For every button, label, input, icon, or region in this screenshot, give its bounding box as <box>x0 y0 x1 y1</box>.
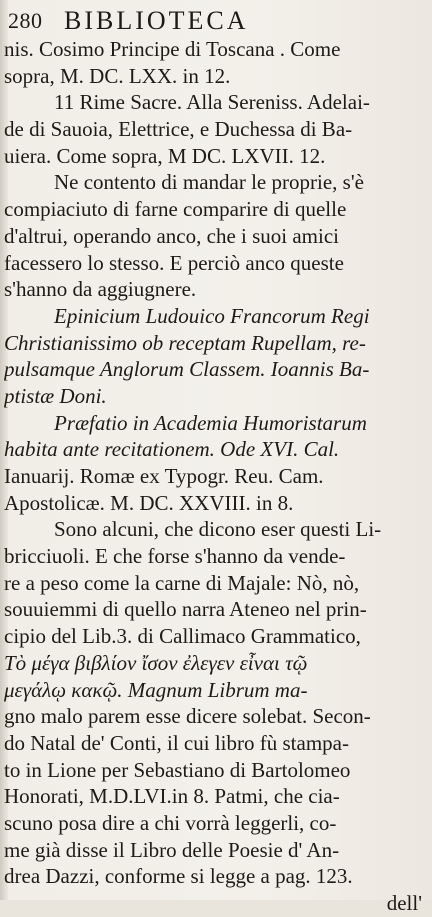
text-line: Epinicium Ludouico Francorum Regi <box>54 303 370 328</box>
text-line: re a peso come la carne di Majale: Nò, nò, <box>4 570 360 595</box>
text-line: Ianuarij. Romæ ex Typogr. Reu. Cam. <box>4 464 324 488</box>
text-line: gno malo parem esse dicere solebat. Secon- <box>4 704 371 729</box>
running-head <box>8 4 428 38</box>
text-line: cipio del Lib.3. di Callimaco Grammatico, <box>4 624 361 649</box>
text-line: facessero lo stesso. E perciò anco queste <box>4 250 344 275</box>
text-line: to in Lione per Sebastiano di Bartolomeo <box>4 757 351 782</box>
text-line: Sono alcuni, che dicono eser questi Li- <box>54 517 382 542</box>
body-text <box>4 36 428 917</box>
text-line: Apostolicæ. M. DC. XXVIII. in 8. <box>4 490 294 515</box>
text-line: habita ante recitationem. Ode XVI. Cal. <box>4 437 340 462</box>
text-line: Ne contento di mandar le proprie, s'è <box>54 170 364 195</box>
text-line: de di Sauoia, Elettrice, e Duchessa di Ba- <box>4 117 353 142</box>
text-line: compiaciuto di farne comparire di quelle <box>4 197 347 222</box>
text-line: nis. Cosimo Principe di Toscana . Come <box>4 37 341 61</box>
text-line: do Natal de' Conti, il cui libro fù stampa- <box>4 730 349 755</box>
running-title: BIBLIOTECA <box>64 6 249 35</box>
text-line: d'altrui, operando anco, che i suoi amici <box>4 223 340 248</box>
catchword: dell' <box>386 891 422 915</box>
text-line: 11 Rime Sacre. Alla Sereniss. Adelai- <box>54 90 370 115</box>
text-line: drea Dazzi, conforme si legge a pag. 123. <box>4 864 353 889</box>
text-line: sopra, M. DC. LXX. in 12. <box>4 63 231 88</box>
text-line: s'hanno da aggiugnere. <box>4 277 197 302</box>
greek-text-line: Τὸ μέγα βιβλίον ἴσον ἐλεγεν εἶναι τῷ <box>4 650 308 675</box>
text-line: pulsamque Anglorum Classem. Ioannis Ba- <box>4 357 370 382</box>
text-line: bricciuoli. E che forse s'hanno da vende- <box>4 544 346 569</box>
text-line: me già disse il Libro delle Poesie d' An- <box>4 837 340 862</box>
page-number: 280 <box>8 8 43 33</box>
text-line: souuiemmi di quello narra Ateneo nel prin- <box>4 597 367 622</box>
text-line: ptistæ Doni. <box>4 383 107 408</box>
text-line: uiera. Come sopra, M DC. LXVII. 12. <box>4 143 326 168</box>
text-line: scuno posa dire a chi vorrà leggerli, co- <box>4 810 337 835</box>
text-line: Præfatio in Academia Humoristarum <box>54 410 367 435</box>
text-line: Honorati, M.D.LVI.in 8. Patmi, che cia- <box>4 784 340 809</box>
text-line: Christianissimo ob receptam Rupellam, re- <box>4 330 366 355</box>
text-line: μεγάλῳ κακῷ. Magnum Librum ma- <box>4 677 308 702</box>
